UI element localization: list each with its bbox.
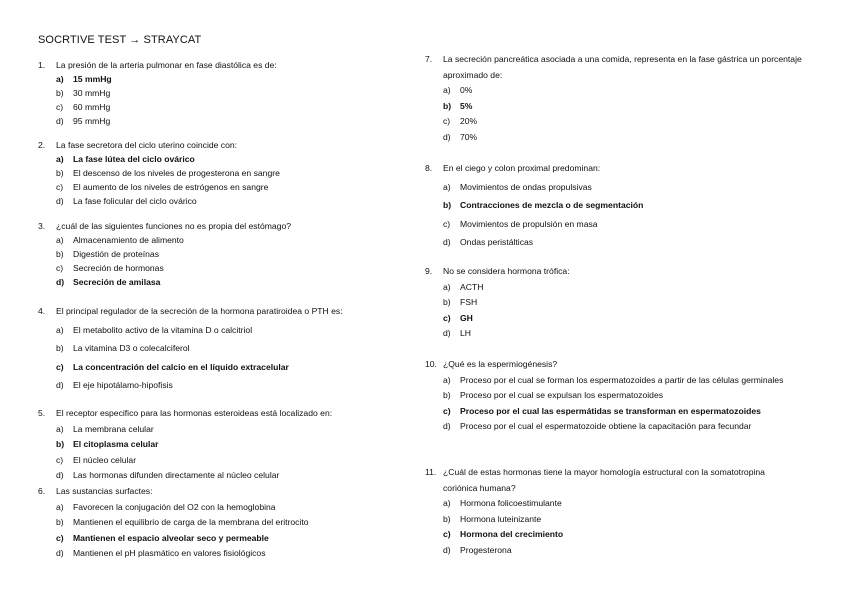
question-number: 6. [38, 486, 46, 496]
question-2 [38, 138, 408, 208]
question-number: 11. [425, 467, 437, 477]
question-number: 8. [425, 163, 433, 173]
option-a: a) 15 mmHg [56, 74, 112, 84]
question-text: ¿cuál de las siguientes funciones no es propia del estómago? [56, 221, 292, 231]
question-text: La presión de la arteria pulmonar en fase diastólica es de: [56, 60, 277, 70]
option-b: b) Contracciones de mezcla o de segmentación [443, 200, 644, 210]
option-c: c) GH [443, 312, 473, 323]
question-text: ¿Qué es la espermiogénesis? [443, 359, 558, 369]
question-4 [38, 302, 408, 395]
question-text: ¿Cuál de estas hormonas tiene la mayor homología estructural con la somatotropina coriónica humana? [443, 467, 765, 493]
question-text: No se considera hormona trófica: [443, 266, 570, 276]
question-number: 2. [38, 140, 46, 150]
option-a: a) 0% [443, 85, 473, 95]
option-b: b) El citoplasma celular [56, 439, 159, 449]
option-c: c) Hormona del crecimiento [443, 529, 564, 539]
question-text: En el ciego y colon proximal predominan: [443, 163, 601, 173]
option-d: d) La fase folicular del ciclo ovárico [56, 196, 197, 206]
question-7 [425, 52, 815, 145]
question-text: La secreción pancreática asociada a una comida, representa en la fase gástrica un porcentaje aproximado de: [443, 54, 802, 80]
question-10 [425, 357, 815, 435]
option-a: a) La fase lútea del ciclo ovárico [56, 154, 195, 164]
option-c: c) El núcleo celular [56, 454, 137, 465]
question-6 [38, 484, 408, 562]
option-b: b) Hormona luteinizante [443, 513, 542, 524]
question-number: 7. [425, 54, 433, 64]
option-c: c) 60 mmHg [56, 102, 111, 112]
option-a: a) Proceso por el cual se forman los espermatozoides a partir de las células germinales [443, 374, 784, 385]
question-1 [38, 58, 408, 128]
option-b: b) 30 mmHg [56, 88, 111, 98]
option-c: c) Movimientos de propulsión en masa [443, 218, 598, 229]
option-a: a) El metabolito activo de la vitamina D o calcitriol [56, 324, 253, 335]
option-d: d) 70% [443, 131, 478, 142]
option-d: d) Ondas peristálticas [443, 237, 534, 247]
option-d: d) LH [443, 328, 471, 338]
question-text: Las sustancias surfactes: [56, 486, 153, 496]
option-b: b) Proceso por el cual se expulsan los espermatozoides [443, 390, 664, 400]
option-d: d) Proceso por el cual el espermatozoide obtiene la capacitación para fecundar [443, 421, 752, 431]
question-text: El receptor especifico para las hormonas esteroideas está localizado en: [56, 408, 333, 418]
option-b: b) FSH [443, 297, 478, 307]
option-b: b) Digestión de proteínas [56, 249, 159, 259]
question-number: 5. [38, 408, 46, 418]
question-number: 9. [425, 266, 433, 276]
option-c: c) Secreción de hormonas [56, 263, 164, 273]
question-11 [425, 465, 805, 558]
question-8 [425, 159, 815, 252]
question-number: 10. [425, 359, 437, 369]
option-a: a) La membrana celular [56, 423, 154, 434]
option-c: c) 20% [443, 116, 478, 126]
option-a: a) Almacenamiento de alimento [56, 235, 184, 245]
option-b: b) El descenso de los niveles de progesterona en sangre [56, 168, 280, 178]
option-a: a) ACTH [443, 281, 484, 292]
option-b: b) 5% [443, 100, 473, 111]
option-c: c) El aumento de los niveles de estrógenos en sangre [56, 182, 269, 192]
option-d: d) Progesterona [443, 544, 512, 555]
option-b: b) La vitamina D3 o colecalciferol [56, 343, 190, 353]
question-9 [425, 264, 815, 342]
option-d: d) El eje hipotálamo-hipofisis [56, 380, 173, 390]
question-3 [38, 219, 408, 289]
option-a: a) Favorecen la conjugación del O2 con la hemoglobina [56, 501, 276, 512]
question-5 [38, 406, 408, 484]
option-a: a) Movimientos de ondas propulsivas [443, 181, 592, 192]
page-title: SOCRTIVE TEST → STRAYCAT [38, 34, 202, 46]
option-b: b) Mantienen el equilibrio de carga de la membrana del eritrocito [56, 517, 309, 527]
question-number: 1. [38, 60, 46, 70]
option-a: a) Hormona folicoestimulante [443, 498, 562, 508]
question-number: 3. [38, 221, 46, 231]
question-text: El principal regulador de la secreción de la hormona paratiroidea o PTH es: [56, 306, 343, 316]
option-c: c) La concentración del calcio en el líquido extracelular [56, 361, 289, 372]
option-c: c) Proceso por el cual las espermátidas se transforman en espermatozoides [443, 405, 761, 416]
question-text: La fase secretora del ciclo uterino coincide con: [56, 140, 238, 150]
option-d: d) Las hormonas difunden directamente al núcleo celular [56, 470, 280, 480]
option-d: d) 95 mmHg [56, 116, 111, 126]
option-d: d) Secreción de amilasa [56, 277, 161, 287]
option-d: d) Mantienen el pH plasmático en valores fisiológicos [56, 548, 266, 558]
question-number: 4. [38, 306, 46, 316]
option-c: c) Mantienen el espacio alveolar seco y permeable [56, 532, 269, 543]
